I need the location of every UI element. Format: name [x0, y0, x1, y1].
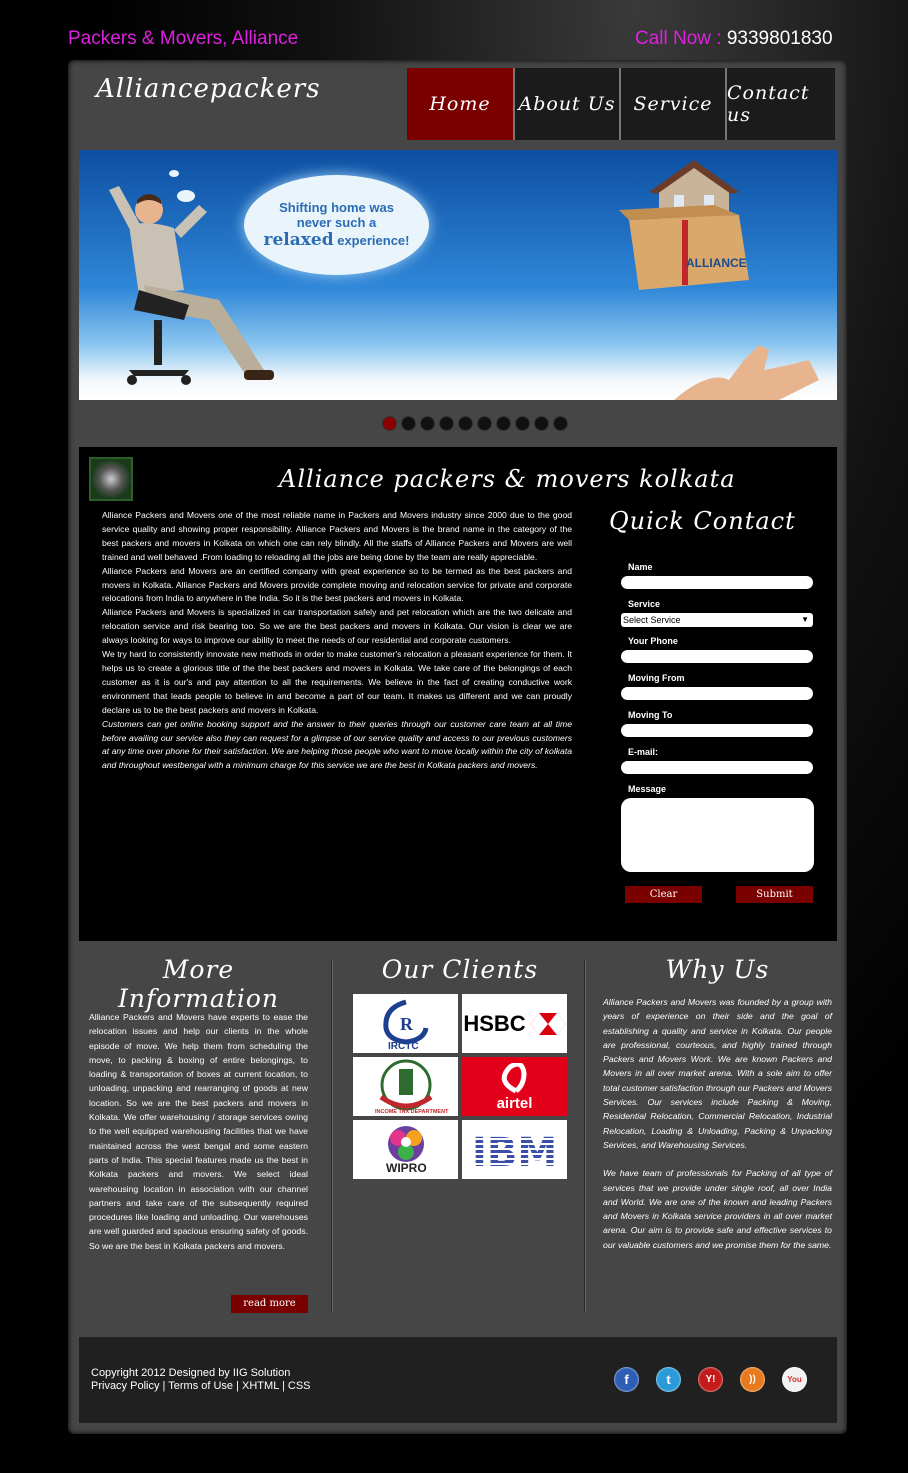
- slider-dot[interactable]: [420, 416, 435, 431]
- moving-to-label: Moving To: [628, 710, 673, 720]
- main-nav: [407, 68, 835, 140]
- read-more-button[interactable]: read more: [231, 1295, 308, 1313]
- thought-bubble: [244, 175, 429, 275]
- phone-number[interactable]: 9339801830: [726, 28, 833, 49]
- income-tax-emblem-icon: [361, 1059, 451, 1115]
- column-divider: [331, 960, 333, 1313]
- about-paragraph: Alliance Packers and Movers is specialized in car transportation safely and pet relocation which are the two delicate and relocation service and risk bearing too. So we are the best packers and movers in Kolkata. Our vision is clear we are always looking for ways to improve our ability to meet the needs of our residential and corporate customers.: [102, 607, 572, 646]
- slider-dot[interactable]: [496, 416, 511, 431]
- airtel-swirl-icon: [496, 1063, 536, 1093]
- about-paragraph: Alliance Packers and Movers are an certified company with great experience so to be termed as the best packers and movers in Kolkata. Alliance Packers and Movers provide complete moving and relocation service for private and corporate relocations from India to anywhere in the India. So it is the best packers and movers in Kolkata.: [102, 565, 572, 604]
- client-name: INCOME TAX DEPARTMENT: [374, 1108, 448, 1115]
- about-paragraph: Alliance Packers and Movers one of the most reliable name in Packers and Movers industry since 2000 due to the good service quality and showing proper responsibility. Alliance Packers and Movers is the brand name in the category of the best packers and movers in Kolkata on which one can rely blindly. All the staffs of Alliance Packers and Movers are well trained and well behaved .From loading to reloading all the jobs are being done by the team are really appreciable.: [102, 510, 572, 562]
- social-links: [614, 1367, 807, 1392]
- nav-contact-us[interactable]: Contact us: [725, 68, 835, 140]
- hsbc-hexagon-icon: [530, 1013, 566, 1035]
- slider-dots: [382, 416, 568, 431]
- email-label: E-mail:: [628, 747, 659, 757]
- thought-dot: [169, 170, 179, 177]
- main-content: [79, 447, 837, 941]
- site-name: Packers & Movers, Alliance: [68, 28, 299, 49]
- slider-dot[interactable]: [382, 416, 397, 431]
- quick-contact-title: Quick Contact: [609, 507, 796, 535]
- slider-dot[interactable]: [477, 416, 492, 431]
- client-name: WIPRO: [385, 1160, 427, 1175]
- slider-dot[interactable]: [515, 416, 530, 431]
- slider-dot[interactable]: [534, 416, 549, 431]
- terms-link[interactable]: Terms of Use: [168, 1380, 234, 1392]
- client-name: IBM: [471, 1129, 557, 1170]
- email-field[interactable]: [621, 761, 813, 774]
- logo[interactable]: Alliancepackers: [96, 74, 321, 104]
- bubble-highlight: relaxed: [263, 230, 334, 250]
- client-logo-airtel[interactable]: [462, 1057, 567, 1116]
- moving-from-field[interactable]: [621, 687, 813, 700]
- bubble-line: never such a: [296, 215, 377, 230]
- moving-from-label: Moving From: [628, 673, 685, 683]
- client-logo-hsbc[interactable]: [462, 994, 567, 1053]
- wipro-flower-icon: [376, 1122, 436, 1178]
- twitter-icon[interactable]: t: [656, 1367, 681, 1392]
- bubble-end: experience!: [333, 233, 410, 248]
- about-paragraph: We try hard to consistently innovate new methods in order to make customer's relocation a pleasant experience for them. It helps us to create a glorious title of the the best packers and movers in Kolkata. We take care of the belongings of each customer as it is our's and pay attention to all the requirements. We believe in the fact of creating conductive work environment that leads people to believe in and become a part of our team. It makes us different and we can proudly declare us to be the best packers and movers in Kolkata.: [102, 649, 572, 715]
- more-info-text: Alliance Packers and Movers have experts to ease the relocation issues and help our clients in the whole episode of move. We help them from scheduling the move, to packing & boxing of entire belongings, to loading & transportation of boxes at current location, to unloading, unpacking and rearranging of goods at new location. So we are the best packers and movers in Kolkata. We offer warehousing / storage services owing to the well equipped warehousing facilities that we have maintained across the west bengal and some eastern parts of India. This special features made us the best in Kolkata packers and movers. We select ideal warehousing location in association with our channel partners and take care of the subsequently required procedures like loading and unloading. Our warehouses are well guarded and spacious ensuring safety of goods. So we are the best in Kolkata packers and movers.: [89, 1012, 308, 1251]
- name-label: Name: [628, 562, 653, 572]
- service-label: Service: [628, 599, 661, 609]
- clients-grid: [353, 994, 567, 1179]
- css-link[interactable]: CSS: [287, 1380, 311, 1392]
- bubble-line: Shifting home was: [279, 200, 394, 215]
- svg-text:R: R: [399, 1013, 413, 1034]
- nav-home[interactable]: Home: [407, 68, 513, 140]
- service-select[interactable]: [621, 613, 813, 627]
- footer: [79, 1337, 837, 1423]
- why-us-text: [603, 995, 832, 1252]
- client-logo-irctc[interactable]: [353, 994, 458, 1053]
- nav-service[interactable]: Service: [619, 68, 725, 140]
- rss-icon[interactable]: )): [740, 1367, 765, 1392]
- client-name: HSBC: [463, 1010, 526, 1036]
- xhtml-link[interactable]: XHTML: [242, 1380, 279, 1392]
- client-name: airtel: [496, 1095, 533, 1112]
- name-field[interactable]: [621, 576, 813, 589]
- clear-button[interactable]: Clear: [625, 886, 702, 903]
- submit-button[interactable]: Submit: [736, 886, 813, 903]
- why-us-paragraph: We have team of professionals for Packing of all type of services that we provide under single roof, all over India and World. We are one of the known and leading Packers and Movers in Kolkata service providers in all over market arena. Our aim is to provide safe and effective services to our valuable customers and we promise them for the same.: [603, 1168, 832, 1250]
- slider-dot[interactable]: [401, 416, 416, 431]
- client-logo-ibm[interactable]: [462, 1120, 567, 1179]
- privacy-policy-link[interactable]: Privacy Policy: [91, 1380, 160, 1392]
- message-field[interactable]: [621, 798, 814, 872]
- call-now[interactable]: [635, 28, 833, 50]
- irctc-logo-icon: [376, 998, 436, 1050]
- phone-label: Your Phone: [628, 636, 678, 646]
- column-divider: [584, 960, 586, 1313]
- hero-banner[interactable]: [79, 150, 837, 400]
- slider-dot[interactable]: [458, 416, 473, 431]
- client-logo-wipro[interactable]: [353, 1120, 458, 1179]
- client-name: IRCTC: [387, 1040, 419, 1050]
- why-us-paragraph: Alliance Packers and Movers was founded by a group with years of experience on their side and the goal of establishing a quality and service in Kolkata. Our people are professional, courteous, and highly trained through Packers and Movers Work. We are known Packers and Movers in all over market arena. With a sole aim to offer total customer satisfaction through our Packers and Movers Services. Our services include Packing & Moving, Residential Relocation, Commercial Relocation, Industrial Relocation, Loading & Unloading, Packing & Unpacking Services, and Warehousing Services.: [603, 997, 832, 1150]
- chevron-down-icon: ▼: [801, 615, 809, 624]
- moving-to-field[interactable]: [621, 724, 813, 737]
- about-paragraph: Customers can get online booking support and the answer to their queries through our customer care team at all time before availing our service also they can request for a glimpse of our service quality and access to our previous customers at any time over phone for their satisfaction. We are helping those people who want to move locally within the city of kolkata and throughout westbengal with a minimum charge for this service we are the best in Kolkata packers and movers.: [102, 718, 572, 771]
- why-us-title: Why Us: [665, 955, 770, 984]
- more-info-title: More Information: [117, 955, 280, 1013]
- slider-dot[interactable]: [553, 416, 568, 431]
- footer-copyright-block: [91, 1367, 311, 1393]
- message-label: Message: [628, 784, 667, 794]
- ibm-striped-logo-icon: [470, 1130, 560, 1170]
- call-label: Call Now :: [635, 28, 727, 49]
- youtube-icon[interactable]: You: [782, 1367, 807, 1392]
- thought-dot: [177, 190, 195, 202]
- clients-title: Our Clients: [381, 955, 539, 984]
- hand-illustration: [669, 290, 829, 400]
- yahoo-icon[interactable]: Y!: [698, 1367, 723, 1392]
- nav-about-us[interactable]: About Us: [513, 68, 619, 140]
- about-text: [102, 509, 572, 773]
- bubble-line: [264, 230, 410, 250]
- phone-field[interactable]: [621, 650, 813, 663]
- slider-dot[interactable]: [439, 416, 454, 431]
- box-label: ALLIANCE: [686, 256, 747, 270]
- footer-links: Privacy Policy | Terms of Use | XHTML | CSS: [91, 1380, 311, 1392]
- client-logo-income-tax[interactable]: [353, 1057, 458, 1116]
- copyright-text: Copyright 2012 Designed by IIG Solution: [91, 1367, 291, 1379]
- company-badge-icon: [89, 457, 133, 501]
- service-value: Select Service: [623, 615, 681, 625]
- facebook-icon[interactable]: f: [614, 1367, 639, 1392]
- content-title: Alliance packers & movers kolkata: [279, 465, 736, 493]
